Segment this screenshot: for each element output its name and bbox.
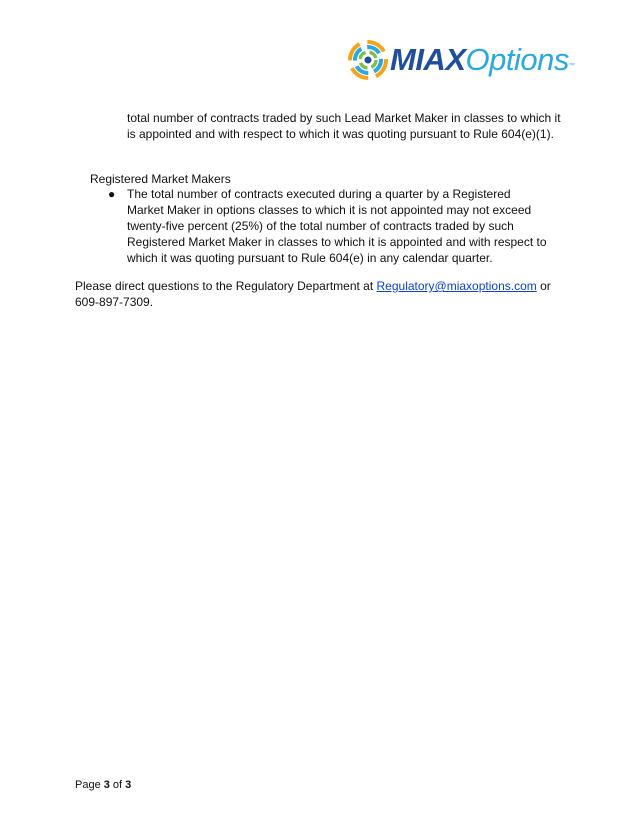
of-label: of <box>109 779 126 791</box>
section-heading: Registered Market Makers <box>90 172 231 186</box>
logo-wordmark <box>390 42 574 78</box>
miax-options-logo <box>348 40 598 80</box>
continuation-paragraph: total number of contracts traded by such Lead Market Maker in classes to which it is appointed and with respect to which it was quoting pursuant to Rule 604(e)(1). <box>127 111 561 141</box>
logo-miax-text: MIAX <box>390 42 466 77</box>
current-page-number: 3 <box>103 779 110 791</box>
page-label: Page <box>75 779 104 791</box>
contact-paragraph <box>75 278 565 310</box>
regulatory-email-link[interactable]: Regulatory@miaxoptions.com <box>376 279 537 293</box>
logo-options-text: Options <box>465 42 569 77</box>
contact-suffix: or 609-897-7309. <box>75 279 551 309</box>
page-number-footer <box>75 778 131 792</box>
contact-prefix: Please direct questions to the Regulatory Department at <box>75 279 377 293</box>
total-pages-number: 3 <box>125 779 132 791</box>
logo-trademark: ™ <box>568 63 575 69</box>
bullet-text: The total number of contracts executed during a quarter by a Registered Market Maker in options classes to which it is not appointed may not exceed twenty-five percent (25%) of the total number of contracts traded by such Registered Market Maker in classes to which it is appointed and with respect to which it was quoting pursuant to Rule 604(e) in any calendar quarter. <box>127 187 547 265</box>
miax-swirl-logo-icon <box>348 40 388 80</box>
bullet-icon: ● <box>108 187 116 201</box>
